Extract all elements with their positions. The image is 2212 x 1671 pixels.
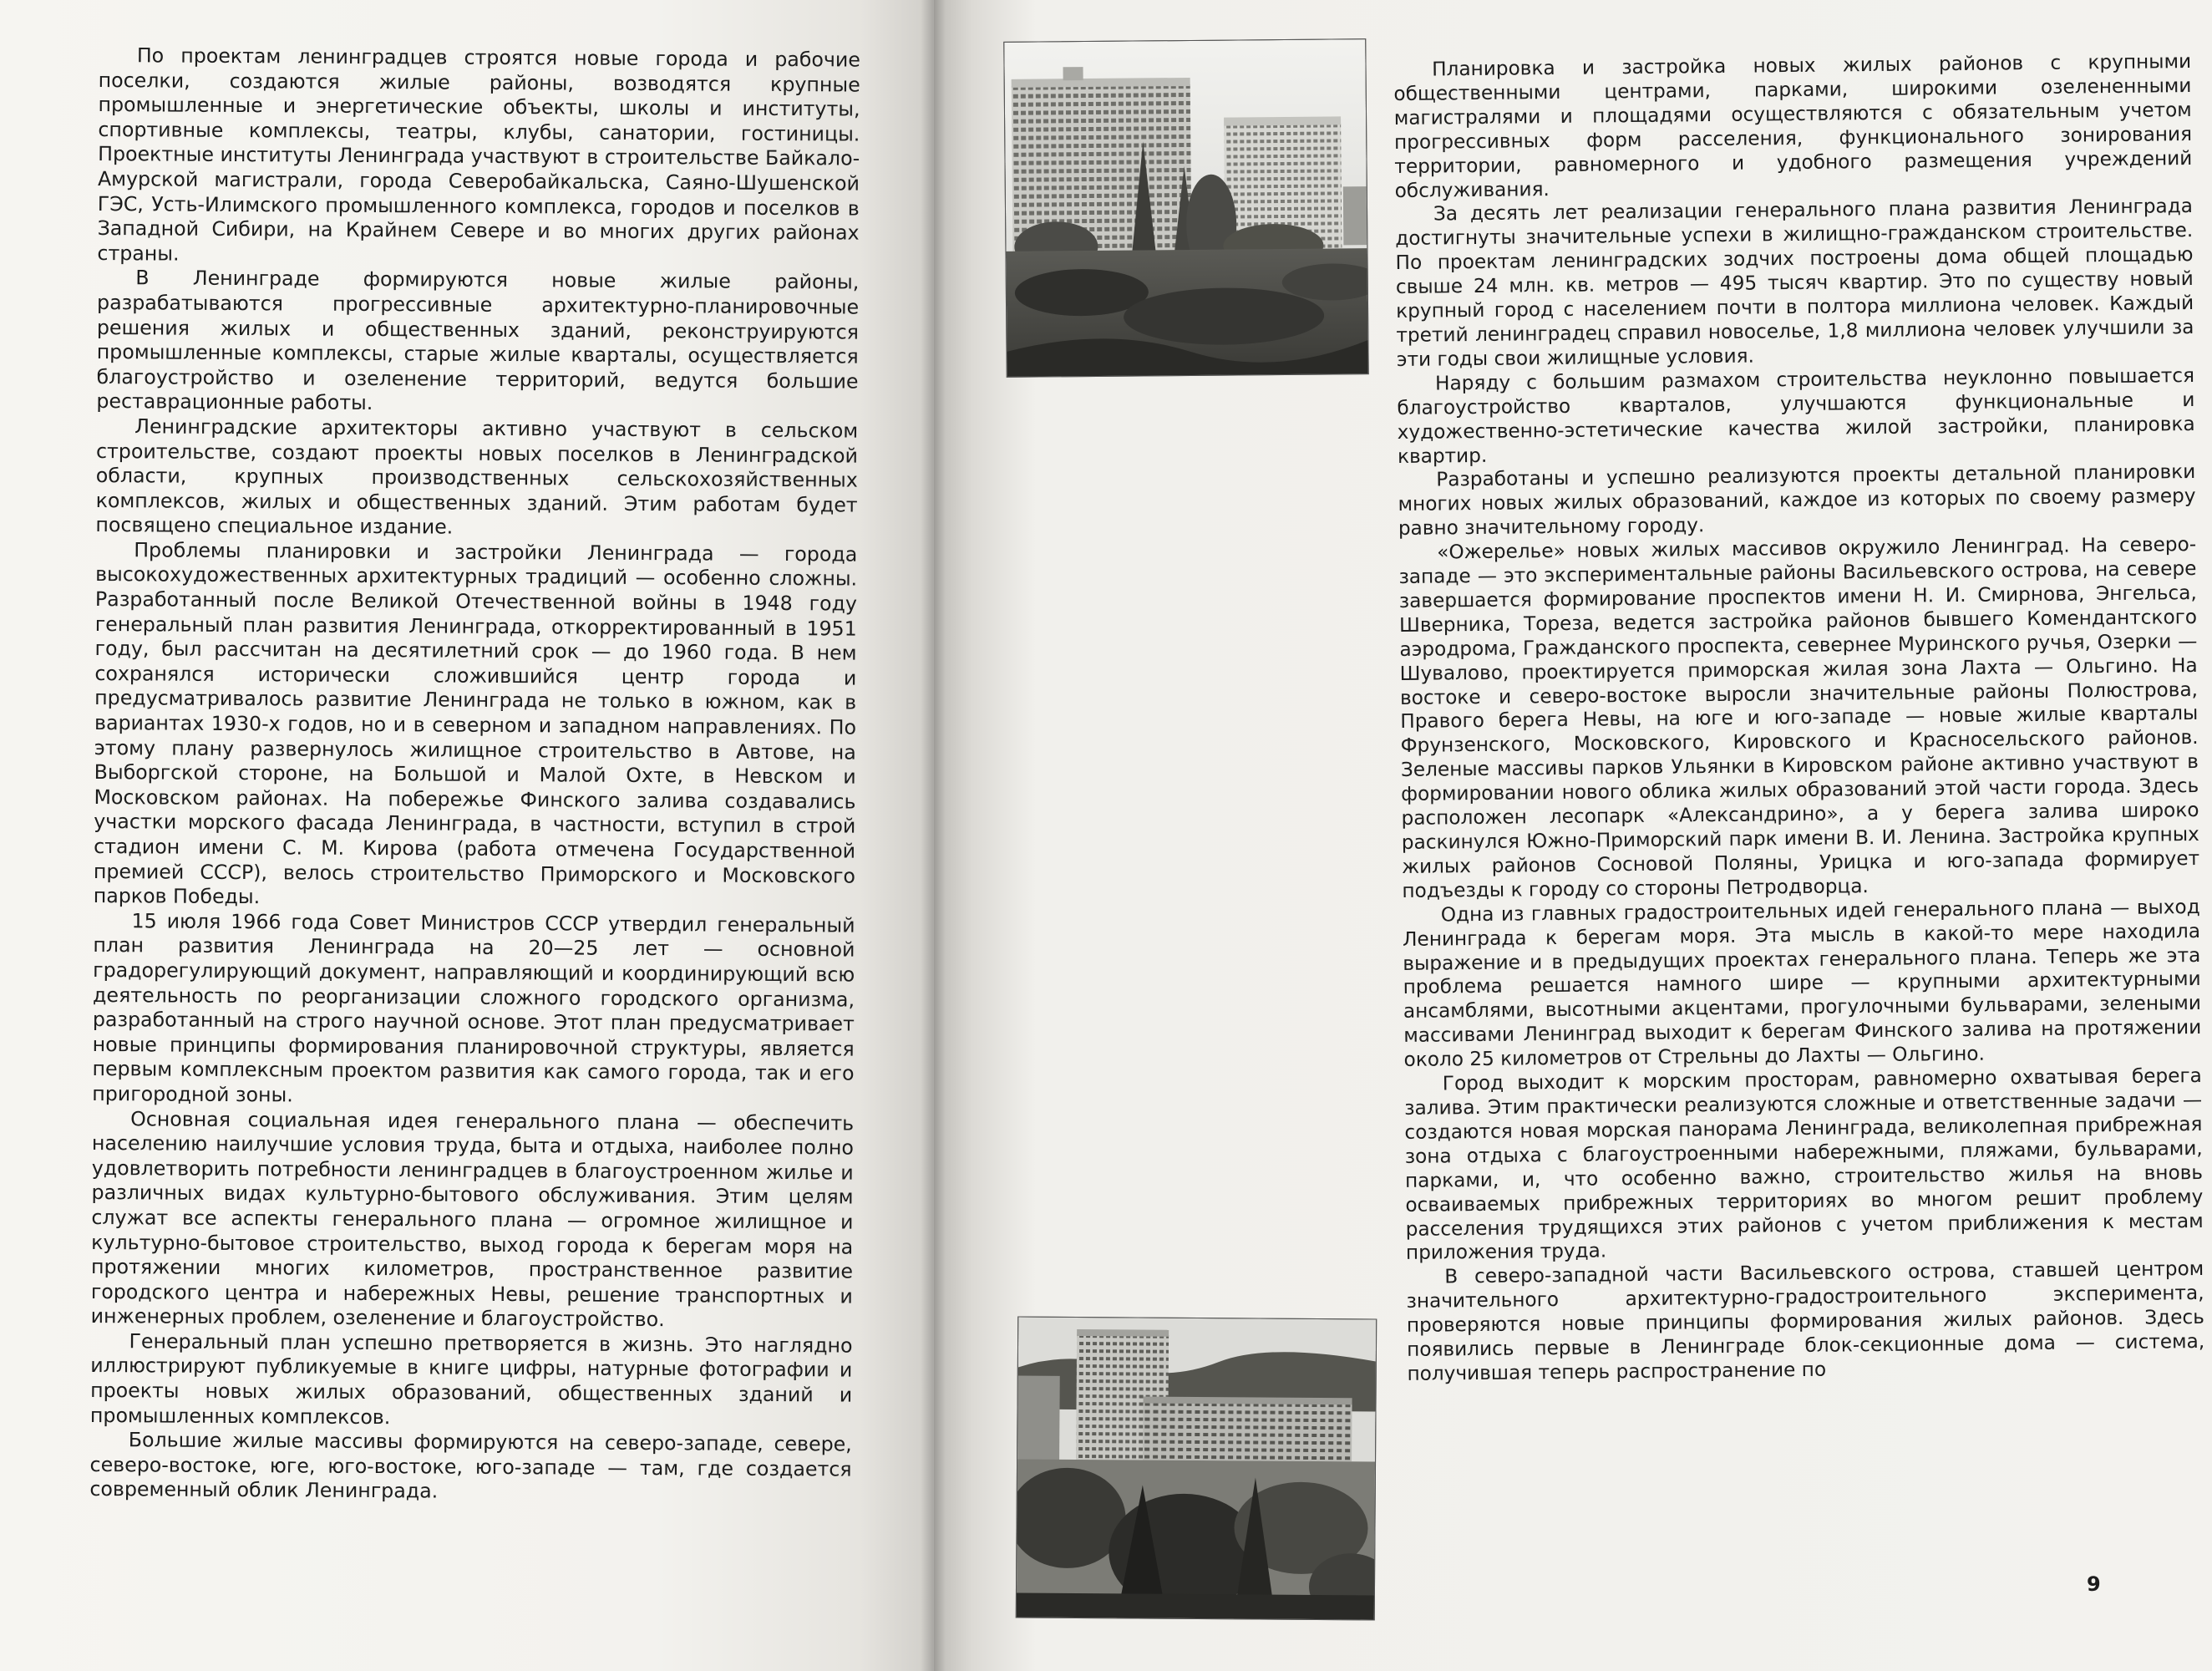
photo-highrise-image: [1004, 39, 1367, 377]
page-number: 9: [2087, 1572, 2101, 1596]
left-page: [0, 0, 934, 1671]
paragraph: Планировка и застройка новых жилых районов с крупными общественными центрами, парками, широкими озелененными магистралями и площадями осуществляются с обязательным учетом прогрессивных форм расселения, функционального зонирования территории, равномерного и удобного размещения учреждений обслуживания.: [1393, 49, 2193, 202]
paragraph: Большие жилые массивы формируются на северо-западе, севере, северо-востоке, юге, юго-востоке, юго-западе — там, где создается современный облик Ленинграда.: [89, 1428, 852, 1503]
photo-highrise-blocks: [1003, 38, 1368, 378]
book-gutter: [921, 0, 946, 1671]
paragraph: Наряду с большим размахом строительства неуклонно повышается благоустройство кварталов, улучшаются функциональные и художественно-эстетические качества жилой застройки, планировка квартир.: [1397, 363, 2195, 468]
paragraph: Город выходит к морским просторам, равномерно охватывая берега залива. Этим практически реализуются сложные и ответственные задачи — создаются новая морская панорама Ленинграда, великолепная прибрежная зона отдыха с благоустроенными набережными, пляжами, бульварами, парками, и, что особенно важно, строительство жилья на вновь осваиваемых прибрежных территориях во многом решит проблему расселения трудящихся этих районов с учетом приближения к местам приложения труда.: [1404, 1064, 2204, 1265]
paragraph: Ленинградские архитекторы активно участвуют в сельском строительстве, создают проекты новых поселков в Ленинградской области, крупных производственных сельскохозяйственных комплексов, жилых и общественных зданий. Этим работам будет посвящено специальное издание.: [95, 414, 859, 539]
paragraph: Одна из главных градостроительных идей генерального плана — выход Ленинграда к берегам моря. Эта мысль в какой-то мере находила выражение и в предыдущих проектах генерального плана. Теперь же эта проблема решается намного шире — крупными архитектурными ансамблями, высотными акцентами, прогулочными бульварами, зелеными массивами Ленинград выходит к берегам Финского залива на протяжении около 25 километров от Стрельны до Лахты — Ольгино.: [1402, 895, 2202, 1072]
paragraph: В северо-западной части Васильевского острова, ставшей центром значительного архитектурно-градостроительного эксперимента, проверяются новые принципы формирования жилых районов. Здесь появились первые в Ленинграде блок-секционные дома — система, получившая теперь распространение по: [1406, 1257, 2205, 1385]
paragraph: 15 июля 1966 года Совет Министров СССР утвердил генеральный план развития Ленинграда на 20—25 лет — основной градорегулирующий документ, направляющий и координирующий всю деятельность по реорганизации сложного городского организма, разработанный на строго научной основе. Этот план предусматривает новые принципы формирования планировочной структуры, является первым комплексным проектом развития как самого города, так и его пригородной зоны.: [92, 909, 855, 1107]
left-text-column: [89, 43, 860, 1507]
paragraph: По проектам ленинградцев строятся новые города и рабочие поселки, создаются жилые районы, возводятся крупные промышленные и энергетические объекты, школы и институты, спортивные комплексы, театры, клубы, санатории, гостиницы. Проектные институты Ленинграда участвуют в строительстве Байкало-Амурской магистрали, города Северобайкальска, Саяно-Шушенской ГЭС, Усть-Илимского промышленного комплекса, городов и поселков в Западной Сибири, на Крайнем Севере и во многих других районах страны.: [97, 43, 860, 266]
right-text-column: [1393, 50, 2205, 1387]
paragraph: «Ожерелье» новых жилых массивов окружило Ленинград. На северо-западе — это экспериментальные районы Васильевского острова, на севере завершается формирование проспектов имени Н. И. Смирнова, Энгельса, Шверника, Тореза, ведется застройка районов бывшего Комендантского аэродрома, Гражданского проспекта, севернее Муринского ручья, Озерки — Шувалово, проектируется приморская жилая зона Лахта — Ольгино. На востоке и северо-востоке выросли значительные районы Полюстрова, Правого берега Невы, на юге и юго-западе — новые жилые кварталы Фрунзенского, Московского, Кировского и Красносельского районов. Зеленые массивы парков Ульянки в Кировском районе активно участвуют в формировании нового облика жилых образований этой части города. Здесь расположен лесопарк «Александрино», а у берега залива широко раскинулся Южно-Приморский парк имени В. И. Ленина. Застройка крупных жилых районов Сосновой Поляны, Урицка и юго-запада формирует подъезды к городу со стороны Петродворца.: [1398, 533, 2200, 902]
paragraph: Проблемы планировки и застройки Ленинграда — города высокохудожественных архитектурных традиций — особенно сложны. Разработанный после Великой Отечественной войны в 1948 году генеральный план развития Ленинграда, откорректированный в 1951 году, был рассчитан на десятилетний срок — до 1960 года. В нем сохранялся исторически сложившийся центр города и предусматривалось развитие Ленинграда не только в южном, как в вариантах 1930-х годов, но и в северном и западном направлениях. По этому плану развернулось жилищное строительство в Автове, на Выборгской стороне, на Большой и Малой Охте, в Невском и Московском районах. На побережье Финского залива создавались участки морского фасада Ленинграда, в частности, вступил в строй стадион имени С. М. Кирова (работа отмечена Государственной премией СССР), велось строительство Приморского и Московского парков Победы.: [93, 538, 858, 909]
photo-residential-district: [1016, 1317, 1377, 1621]
paragraph: Разработаны и успешно реализуются проекты детальной планировки многих новых жилых образований, каждое из которых по своему размеру равно значительному городу.: [1398, 460, 2196, 541]
photo-residential-image: [1017, 1318, 1376, 1620]
paragraph: Основная социальная идея генерального плана — обеспечить населению наилучшие условия труда, быта и отдыха, наиболее полно удовлетворить потребности ленинградцев в благоустроенном жилье и различных видах культурно-бытового обслуживания. Этим целям служат все аспекты генерального плана — огромное жилищное и культурно-бытовое строительство, выход города к берегам моря на протяжении многих километров, пространственное развитие городского центра и набережных Невы, решение транспортных и инженерных проблем, озеленение и благоустройство.: [90, 1106, 855, 1332]
paragraph: В Ленинграде формируются новые жилые районы, разрабатываются прогрессивные архитектурно-планировочные решения жилых и общественных зданий, реконструируются промышленные комплексы, старые жилые кварталы, осуществляется благоустройство и озеленение территорий, ведутся большие реставрационные работы.: [96, 266, 860, 415]
paragraph: Генеральный план успешно претворяется в жизнь. Это наглядно иллюстрируют публикуемые в книге цифры, натурные фотографии и проекты новых жилых образований, общественных зданий и промышленных комплексов.: [89, 1329, 853, 1429]
paragraph: За десять лет реализации генерального плана развития Ленинграда достигнуты значительные успехи в жилищно-гражданском строительстве. По проектам ленинградских зодчих построены дома общей площадью свыше 24 млн. кв. метров — 495 тысяч квартир. Это по существу новый крупный город с населением почти в полтора миллиона человек. Каждый третий ленинградец справил новоселье, 1,8 миллиона человек улучшили за эти годы свои жилищные условия.: [1395, 195, 2194, 371]
